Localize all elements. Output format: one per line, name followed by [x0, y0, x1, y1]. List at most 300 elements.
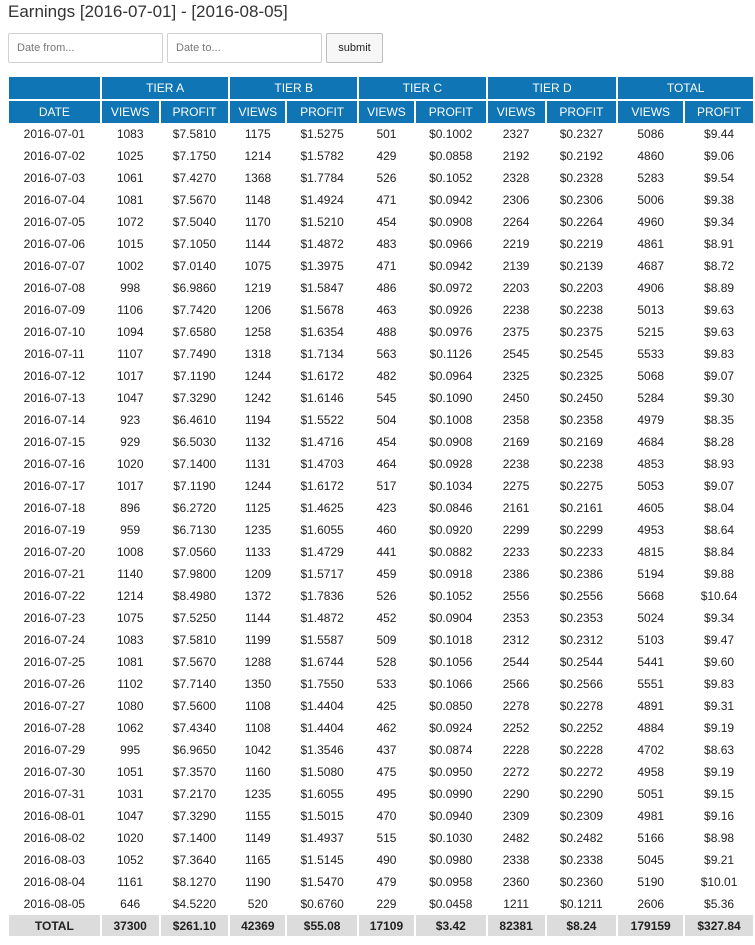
profit-cell: $1.5145: [300, 853, 344, 867]
profit-cell: $6.7130: [172, 523, 217, 537]
profit-cell: $9.31: [704, 699, 735, 713]
profit-cell: $9.06: [704, 149, 735, 163]
views-cell: 1175: [244, 127, 271, 141]
views-cell: 1017: [116, 479, 144, 493]
views-cell: 4884: [637, 721, 665, 735]
date-cell: 2016-07-05: [23, 215, 86, 229]
profit-cell: $8.91: [704, 237, 735, 251]
table-row: [9, 365, 753, 387]
blank-header-cell: [9, 77, 100, 101]
profit-cell: $4.5220: [172, 897, 217, 911]
date-cell: 2016-07-06: [23, 237, 86, 251]
views-cell: 452: [376, 611, 397, 625]
views-cell: 1083: [116, 127, 144, 141]
views-cell: 229: [376, 897, 397, 911]
profit-cell: $8.72: [704, 259, 735, 273]
profit-cell: $7.3640: [172, 853, 217, 867]
views-cell: 1008: [116, 545, 144, 559]
views-cell: 1372: [244, 589, 272, 603]
views-cell: 995: [120, 743, 141, 757]
date-cell: 2016-07-16: [23, 457, 86, 471]
views-cell: 454: [376, 215, 397, 229]
column-header-row: [9, 101, 753, 123]
profit-cell: $1.6744: [300, 655, 344, 669]
profit-cell: $1.4716: [300, 435, 344, 449]
views-cell: 2358: [502, 413, 530, 427]
table-row: [9, 629, 753, 651]
profit-cell: $1.5470: [300, 875, 344, 889]
profit-cell: $9.19: [704, 721, 735, 735]
views-cell: 1125: [244, 501, 271, 515]
profit-cell: $7.4340: [172, 721, 217, 735]
views-cell: 475: [376, 765, 397, 779]
profit-cell: $0.2312: [559, 633, 604, 647]
profit-cell: $7.7140: [172, 677, 217, 691]
date-cell: 2016-07-24: [23, 633, 86, 647]
profit-cell: $0.2360: [559, 875, 604, 889]
date-cell: 2016-07-07: [23, 259, 86, 273]
table-row: [9, 607, 753, 629]
profit-cell: $1.6055: [300, 787, 344, 801]
profit-cell: $0.1002: [429, 127, 473, 141]
views-cell: 1144: [244, 611, 271, 625]
views-cell: 483: [376, 237, 397, 251]
views-cell: 5166: [637, 831, 665, 845]
views-cell: 1165: [244, 853, 271, 867]
profit-cell: $1.6146: [300, 391, 344, 405]
totals-cell: $8.24: [547, 915, 617, 936]
views-cell: 501: [376, 127, 397, 141]
date-cell: 2016-07-18: [23, 501, 86, 515]
views-cell: 5194: [637, 567, 665, 581]
profit-cell: $8.35: [704, 413, 735, 427]
views-cell: 5068: [637, 369, 665, 383]
profit-cell: $0.0918: [429, 567, 473, 581]
profit-cell: $1.4404: [300, 721, 344, 735]
views-cell: 1015: [116, 237, 144, 251]
profit-cell: $0.0958: [429, 875, 473, 889]
profit-cell: $9.88: [704, 567, 735, 581]
profit-cell: $0.2238: [559, 303, 604, 317]
views-cell: 2299: [502, 523, 530, 537]
profit-cell: $1.5782: [300, 149, 344, 163]
profit-cell: $1.6172: [300, 369, 344, 383]
table-row: [9, 277, 753, 299]
views-cell: 1149: [244, 831, 271, 845]
table-row: [9, 651, 753, 673]
table-row: [9, 761, 753, 783]
views-cell: 929: [120, 435, 141, 449]
profit-cell: $0.2309: [559, 809, 604, 823]
views-cell: 5533: [637, 347, 665, 361]
profit-cell: $1.6354: [300, 325, 344, 339]
profit-cell: $0.2358: [559, 413, 604, 427]
views-cell: 486: [376, 281, 397, 295]
profit-cell: $1.5015: [300, 809, 344, 823]
views-cell: 2360: [502, 875, 530, 889]
views-cell: 2238: [502, 303, 530, 317]
table-row: [9, 211, 753, 233]
profit-cell: $0.1034: [429, 479, 473, 493]
views-cell: 2375: [502, 325, 530, 339]
profit-cell: $9.34: [704, 611, 735, 625]
views-cell: 425: [376, 699, 397, 713]
profit-cell: $0.0990: [429, 787, 473, 801]
profit-cell: $7.5250: [172, 611, 217, 625]
profit-cell: $7.0560: [172, 545, 217, 559]
profit-cell: $0.2272: [559, 765, 604, 779]
profit-cell: $7.1190: [173, 479, 216, 493]
profit-cell: $0.2386: [559, 567, 604, 581]
table-row: [9, 541, 753, 563]
profit-column-header: PROFIT: [287, 101, 357, 123]
views-cell: 2544: [502, 655, 530, 669]
date-from-input[interactable]: [8, 33, 163, 63]
profit-cell: $0.6760: [300, 897, 344, 911]
views-cell: 504: [376, 413, 397, 427]
date-cell: 2016-08-04: [23, 875, 86, 889]
views-cell: 2353: [502, 611, 530, 625]
profit-cell: $0.2264: [559, 215, 604, 229]
page-title: Earnings [2016-07-01] - [2016-08-05]: [8, 2, 288, 21]
profit-cell: $7.4270: [172, 171, 217, 185]
views-cell: 1080: [116, 699, 144, 713]
date-cell: 2016-08-03: [23, 853, 86, 867]
date-cell: 2016-07-10: [23, 325, 86, 339]
profit-cell: $0.2566: [559, 677, 604, 691]
views-cell: 526: [376, 589, 397, 603]
date-cell: 2016-07-20: [23, 545, 86, 559]
views-cell: 1214: [244, 149, 272, 163]
table-row: [9, 519, 753, 541]
views-cell: 482: [376, 369, 397, 383]
tier-a-header: TIER A: [102, 77, 229, 101]
profit-cell: $7.0140: [172, 259, 217, 273]
date-cell: 2016-07-15: [23, 435, 86, 449]
table-row: [9, 409, 753, 431]
views-cell: 545: [376, 391, 397, 405]
views-cell: 1002: [116, 259, 144, 273]
views-cell: 2161: [502, 501, 530, 515]
totals-cell: $261.10: [161, 915, 229, 936]
views-cell: 2275: [502, 479, 530, 493]
profit-cell: $7.7420: [172, 303, 217, 317]
profit-cell: $0.2328: [559, 171, 604, 185]
views-cell: 441: [376, 545, 397, 559]
views-cell: 526: [376, 171, 397, 185]
views-column-header: VIEWS: [359, 101, 414, 123]
profit-cell: $9.38: [704, 193, 735, 207]
profit-cell: $7.1400: [172, 457, 217, 471]
profit-cell: $1.5587: [300, 633, 344, 647]
views-cell: 1148: [244, 193, 271, 207]
profit-cell: $0.0908: [429, 215, 473, 229]
views-cell: 959: [120, 523, 141, 537]
views-cell: 1094: [116, 325, 144, 339]
views-cell: 4687: [637, 259, 665, 273]
views-column-header: VIEWS: [488, 101, 545, 123]
profit-cell: $0.2353: [559, 611, 604, 625]
profit-cell: $0.2161: [559, 501, 604, 515]
profit-cell: $6.9860: [172, 281, 217, 295]
date-cell: 2016-07-19: [23, 523, 86, 537]
date-cell: 2016-07-09: [23, 303, 86, 317]
views-cell: 1133: [244, 545, 271, 559]
table-row: [9, 189, 753, 211]
profit-cell: $8.93: [704, 457, 735, 471]
table-row: [9, 123, 753, 145]
views-cell: 2325: [502, 369, 530, 383]
views-cell: 528: [376, 655, 397, 669]
views-cell: 1132: [244, 435, 271, 449]
tier-d-header: TIER D: [488, 77, 617, 101]
profit-cell: $1.5678: [300, 303, 344, 317]
views-cell: 4605: [637, 501, 665, 515]
profit-cell: $9.47: [704, 633, 735, 647]
table-row: [9, 255, 753, 277]
table-row: [9, 475, 753, 497]
profit-cell: $0.1066: [429, 677, 473, 691]
views-cell: 4906: [637, 281, 665, 295]
views-cell: 5215: [637, 325, 665, 339]
views-cell: 1318: [244, 347, 272, 361]
views-cell: 1081: [116, 193, 144, 207]
profit-cell: $9.63: [704, 303, 735, 317]
views-cell: 429: [376, 149, 397, 163]
profit-cell: $1.4937: [300, 831, 344, 845]
profit-cell: $1.3546: [300, 743, 344, 757]
profit-cell: $0.0924: [429, 721, 473, 735]
profit-cell: $7.2170: [172, 787, 217, 801]
profit-cell: $6.2720: [172, 501, 217, 515]
views-cell: 5441: [637, 655, 665, 669]
views-cell: 4684: [637, 435, 665, 449]
profit-cell: $0.2306: [559, 193, 604, 207]
views-cell: 1244: [244, 479, 272, 493]
views-cell: 4861: [637, 237, 665, 251]
views-column-header: VIEWS: [618, 101, 683, 123]
profit-cell: $1.7784: [300, 171, 344, 185]
views-cell: 4953: [637, 523, 665, 537]
profit-cell: $0.2327: [559, 127, 604, 141]
profit-cell: $0.0908: [429, 435, 473, 449]
views-cell: 520: [247, 897, 268, 911]
profit-cell: $0.2139: [559, 259, 604, 273]
profit-cell: $7.5670: [172, 655, 217, 669]
profit-cell: $0.0964: [429, 369, 473, 383]
profit-cell: $0.2278: [559, 699, 604, 713]
views-cell: 4981: [637, 809, 665, 823]
views-cell: 1258: [244, 325, 272, 339]
views-cell: 470: [376, 809, 397, 823]
views-cell: 5284: [637, 391, 665, 405]
profit-cell: $0.1090: [429, 391, 473, 405]
date-cell: 2016-07-14: [23, 413, 86, 427]
table-row: [9, 805, 753, 827]
profit-cell: $1.7836: [300, 589, 344, 603]
profit-cell: $8.28: [704, 435, 735, 449]
date-to-input[interactable]: [167, 33, 322, 63]
views-cell: 1368: [244, 171, 272, 185]
views-cell: 2192: [502, 149, 530, 163]
views-cell: 2278: [502, 699, 530, 713]
profit-cell: $0.0846: [429, 501, 473, 515]
views-cell: 2556: [502, 589, 530, 603]
earnings-table: [7, 77, 755, 936]
profit-cell: $1.4924: [300, 193, 344, 207]
views-cell: 437: [376, 743, 397, 757]
views-cell: 2309: [502, 809, 530, 823]
views-cell: 1190: [244, 875, 271, 889]
profit-cell: $8.04: [704, 501, 735, 515]
views-cell: 462: [376, 721, 397, 735]
views-cell: 1075: [244, 259, 272, 273]
profit-cell: $0.2325: [559, 369, 604, 383]
totals-cell: $327.84: [685, 915, 753, 936]
profit-cell: $6.9650: [172, 743, 217, 757]
profit-cell: $0.0920: [429, 523, 473, 537]
views-cell: 2338: [502, 853, 530, 867]
views-cell: 2566: [502, 677, 530, 691]
views-cell: 1102: [117, 677, 144, 691]
profit-cell: $7.5670: [172, 193, 217, 207]
profit-cell: $1.5080: [300, 765, 344, 779]
table-row: [9, 343, 753, 365]
views-cell: 1209: [244, 567, 272, 581]
profit-cell: $0.1018: [429, 633, 473, 647]
views-cell: 4853: [637, 457, 665, 471]
profit-cell: $7.1750: [172, 149, 217, 163]
views-cell: 5045: [637, 853, 665, 867]
profit-cell: $0.0980: [429, 853, 473, 867]
profit-cell: $0.1052: [429, 171, 473, 185]
profit-column-header: PROFIT: [416, 101, 486, 123]
views-cell: 423: [376, 501, 397, 515]
table-row: [9, 563, 753, 585]
views-cell: 5013: [637, 303, 665, 317]
views-cell: 1131: [244, 457, 271, 471]
profit-cell: $0.0858: [429, 149, 473, 163]
views-cell: 646: [120, 897, 141, 911]
profit-cell: $0.0966: [429, 237, 473, 251]
totals-cell: $3.42: [416, 915, 486, 936]
table-row: [9, 871, 753, 893]
views-cell: 2306: [502, 193, 530, 207]
date-cell: 2016-07-01: [23, 127, 86, 141]
views-cell: 1211: [503, 897, 529, 911]
profit-cell: $0.0882: [429, 545, 473, 559]
views-cell: 4979: [637, 413, 665, 427]
profit-cell: $7.1050: [172, 237, 217, 251]
profit-column-header: PROFIT: [547, 101, 617, 123]
views-cell: 5053: [637, 479, 665, 493]
table-row: [9, 299, 753, 321]
views-cell: 1081: [116, 655, 144, 669]
views-cell: 1042: [244, 743, 272, 757]
profit-cell: $1.4404: [300, 699, 344, 713]
table-row: [9, 717, 753, 739]
views-cell: 4702: [637, 743, 665, 757]
views-cell: 2139: [502, 259, 530, 273]
profit-cell: $9.83: [704, 677, 735, 691]
profit-cell: $10.01: [700, 875, 738, 889]
profit-cell: $0.2169: [559, 435, 604, 449]
views-cell: 1031: [116, 787, 144, 801]
date-column-header: DATE: [9, 101, 100, 123]
views-cell: 1017: [116, 369, 144, 383]
views-cell: 1107: [117, 347, 144, 361]
table-row: [9, 431, 753, 453]
profit-cell: $0.1052: [429, 589, 473, 603]
views-cell: 1075: [116, 611, 144, 625]
profit-cell: $0.2482: [559, 831, 604, 845]
profit-cell: $7.6580: [172, 325, 217, 339]
views-cell: 1108: [244, 721, 271, 735]
profit-cell: $1.7550: [300, 677, 344, 691]
totals-cell: 82381: [488, 915, 545, 936]
profit-cell: $0.0976: [429, 325, 473, 339]
profit-cell: $8.89: [704, 281, 735, 295]
profit-cell: $8.84: [704, 545, 735, 559]
tier-c-header: TIER C: [359, 77, 486, 101]
profit-cell: $9.44: [704, 127, 735, 141]
table-row: [9, 849, 753, 871]
profit-cell: $1.4703: [300, 457, 344, 471]
views-cell: 1206: [244, 303, 272, 317]
profit-cell: $1.7134: [300, 347, 344, 361]
date-cell: 2016-08-05: [23, 897, 86, 911]
views-cell: 1061: [116, 171, 144, 185]
profit-cell: $7.1190: [173, 369, 216, 383]
date-cell: 2016-07-02: [23, 149, 86, 163]
profit-cell: $9.19: [704, 765, 735, 779]
views-cell: 563: [376, 347, 397, 361]
profit-cell: $9.63: [704, 325, 735, 339]
views-cell: 4815: [637, 545, 665, 559]
profit-cell: $7.7490: [172, 347, 217, 361]
date-cell: 2016-07-31: [23, 787, 86, 801]
views-cell: 471: [376, 259, 397, 273]
profit-cell: $9.07: [704, 479, 735, 493]
profit-cell: $0.2203: [559, 281, 604, 295]
views-column-header: VIEWS: [102, 101, 159, 123]
profit-cell: $7.5040: [172, 215, 217, 229]
views-cell: 459: [376, 567, 397, 581]
views-cell: 488: [376, 325, 397, 339]
submit-button[interactable]: submit: [326, 33, 383, 63]
views-cell: 1047: [116, 391, 144, 405]
profit-cell: $9.60: [704, 655, 735, 669]
profit-cell: $6.4610: [172, 413, 217, 427]
views-cell: 2219: [502, 237, 530, 251]
totals-cell: 37300: [102, 915, 159, 936]
profit-column-header: PROFIT: [685, 101, 753, 123]
date-cell: 2016-07-04: [23, 193, 86, 207]
views-cell: 1242: [244, 391, 272, 405]
date-cell: 2016-07-11: [24, 347, 85, 361]
views-cell: 2169: [502, 435, 530, 449]
views-cell: 998: [120, 281, 141, 295]
profit-cell: $0.2338: [559, 853, 604, 867]
profit-cell: $9.54: [704, 171, 735, 185]
views-cell: 5006: [637, 193, 665, 207]
profit-cell: $9.30: [704, 391, 735, 405]
profit-cell: $0.1211: [560, 897, 603, 911]
table-row: [9, 739, 753, 761]
views-cell: 1235: [244, 523, 272, 537]
profit-cell: $8.1270: [172, 875, 217, 889]
views-cell: 2264: [502, 215, 530, 229]
